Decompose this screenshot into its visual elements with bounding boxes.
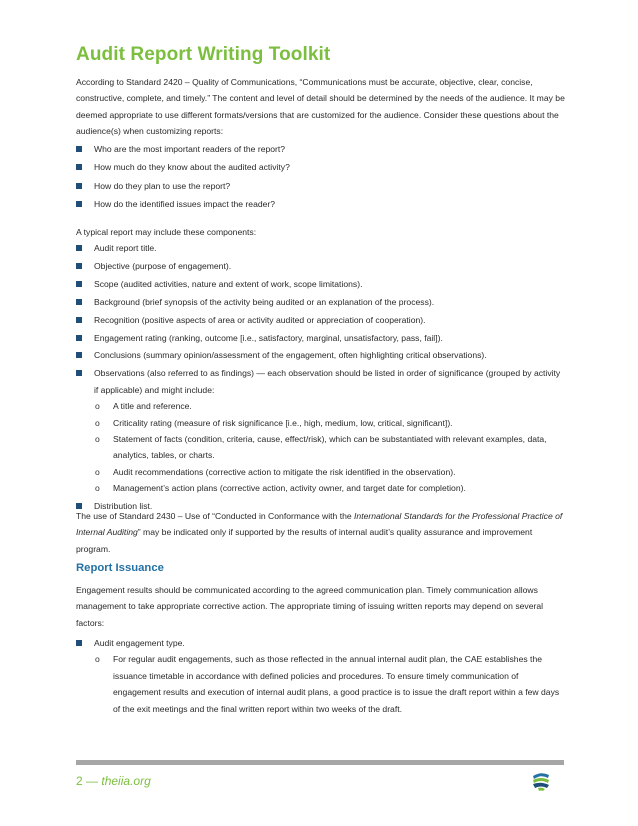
circle-bullet-icon: o [95, 401, 100, 412]
sub-list-item [94, 431, 566, 464]
sub-list-item [94, 464, 566, 480]
square-bullet-icon [76, 146, 82, 152]
audience-questions-list [76, 141, 566, 215]
circle-bullet-icon: o [95, 466, 100, 477]
sub-list-item-text: Audit recommendations (corrective action to mitigate the risk identified in the observation). [113, 466, 456, 477]
sub-list-item-text: For regular audit engagements, such as those reflected in the annual internal audit plan, the CAE establishes the issuance timetable in accordance with defined policies and procedures. To ensure timely communication of engagement results and execution of internal audit plans, a good practice is to issue the draft report within a few days of the exit meetings and the final written report within two weeks of the draft. [113, 654, 560, 714]
list-item [76, 178, 566, 194]
footer-website-link[interactable]: theiia.org [101, 774, 151, 788]
list-item-text: Who are the most important readers of the report? [94, 144, 286, 154]
list-item-text: Audit report title. [94, 243, 157, 253]
iia-logo-icon [530, 770, 552, 792]
components-intro: A typical report may include these components: [76, 227, 257, 237]
list-item-text: Distribution list. [94, 501, 153, 512]
circle-bullet-icon: o [95, 483, 100, 494]
observation-sublist [94, 398, 566, 496]
intro-paragraph: According to Standard 2420 – Quality of Communications, “Communications must be accurate, objective, clear, concise, constructive, complete, and timely.” The content and level of detail should be determined by the needs of the audience. It may be deemed appropriate to use different formats/versions that are customized for the audience. Consider these questions about the audience(s) when customizing reports: [76, 77, 565, 137]
section-heading-report-issuance: Report Issuance [76, 562, 164, 574]
sub-list-item [94, 398, 566, 414]
sub-list-item [94, 415, 566, 431]
circle-bullet-icon: o [95, 433, 100, 444]
list-item [76, 276, 566, 292]
list-item-text: How do the identified issues impact the reader? [94, 199, 276, 210]
list-item-text: Engagement rating (ranking, outcome [i.e., satisfactory, marginal, unsatisfactory, pass, fail]). [94, 332, 443, 343]
list-item [76, 635, 566, 717]
list-item-text: How do they plan to use the report? [94, 180, 231, 191]
square-bullet-icon [76, 352, 82, 358]
list-item [76, 365, 566, 496]
square-bullet-icon [76, 201, 82, 207]
square-bullet-icon [76, 335, 82, 341]
square-bullet-icon [76, 164, 82, 170]
footer-rule [76, 760, 564, 765]
square-bullet-icon [76, 640, 82, 646]
list-item-text: Background (brief synopsis of the activity being audited or an explanation of the process). [94, 296, 435, 307]
list-item-text: Scope (audited activities, nature and extent of work, scope limitations). [94, 278, 363, 289]
sub-list-item-text: Statement of facts (condition, criteria, cause, effect/risk), which can be substantiated with relevant examples, data, analytics, tables, or charts. [113, 433, 547, 461]
components-list [76, 240, 566, 515]
footer-dash: — [86, 774, 99, 788]
sub-list-item-text: Management’s action plans (corrective action, activity owner, and target date for completion). [113, 483, 466, 494]
circle-bullet-icon: o [95, 417, 100, 428]
list-item [76, 159, 566, 175]
issuance-paragraph: Engagement results should be communicated according to the agreed communication plan. Timely communication allows management to take appropriate corrective action. The appropriate timing of issuing written reports may depend on several factors: [76, 585, 544, 628]
square-bullet-icon [76, 370, 82, 376]
square-bullet-icon [76, 299, 82, 305]
standards-title: International Standards for the Professional Practice of Internal Auditing [76, 511, 563, 538]
list-item-text: Recognition (positive aspects of area or activity audited or appreciation of cooperation). [94, 314, 426, 325]
sub-list-item-text: A title and reference. [113, 401, 192, 412]
list-item [76, 141, 566, 157]
square-bullet-icon [76, 263, 82, 269]
square-bullet-icon [76, 245, 82, 251]
list-item [76, 294, 566, 310]
page-number: 2 [76, 774, 83, 788]
conformance-paragraph [76, 508, 566, 557]
list-item [76, 347, 566, 363]
circle-bullet-icon: o [95, 654, 100, 665]
square-bullet-icon [76, 183, 82, 189]
list-item [76, 312, 566, 328]
square-bullet-icon [76, 281, 82, 287]
conformance-text-1: The use of Standard 2430 – Use of “Conducted in Conformance with the [76, 511, 355, 521]
sub-list-item [94, 651, 566, 717]
sub-list-item [94, 480, 566, 496]
list-item-text: Conclusions (summary opinion/assessment of the engagement, often highlighting critical observations). [94, 350, 487, 361]
list-item [76, 240, 566, 256]
list-item-text: Observations (also referred to as findings) — each observation should be listed in order of significance (grouped by activity if applicable) and might include: [94, 368, 561, 395]
footer [76, 774, 151, 788]
list-item-text: How much do they know about the audited activity? [94, 162, 290, 173]
issuance-sublist [94, 651, 566, 717]
list-item [76, 330, 566, 346]
conformance-text-2: ” may be indicated only if supported by the results of internal audit’s quality assurance and improvement program. [76, 527, 533, 554]
list-item-text: Audit engagement type. [94, 638, 185, 648]
list-item [76, 258, 566, 274]
sub-list-item-text: Criticality rating (measure of risk significance [i.e., high, medium, low, critical, significant]). [113, 417, 453, 428]
issuance-factors-list [76, 635, 566, 717]
list-item [76, 196, 566, 212]
list-item-text: Objective (purpose of engagement). [94, 260, 232, 271]
square-bullet-icon [76, 317, 82, 323]
page-title: Audit Report Writing Toolkit [76, 44, 331, 65]
